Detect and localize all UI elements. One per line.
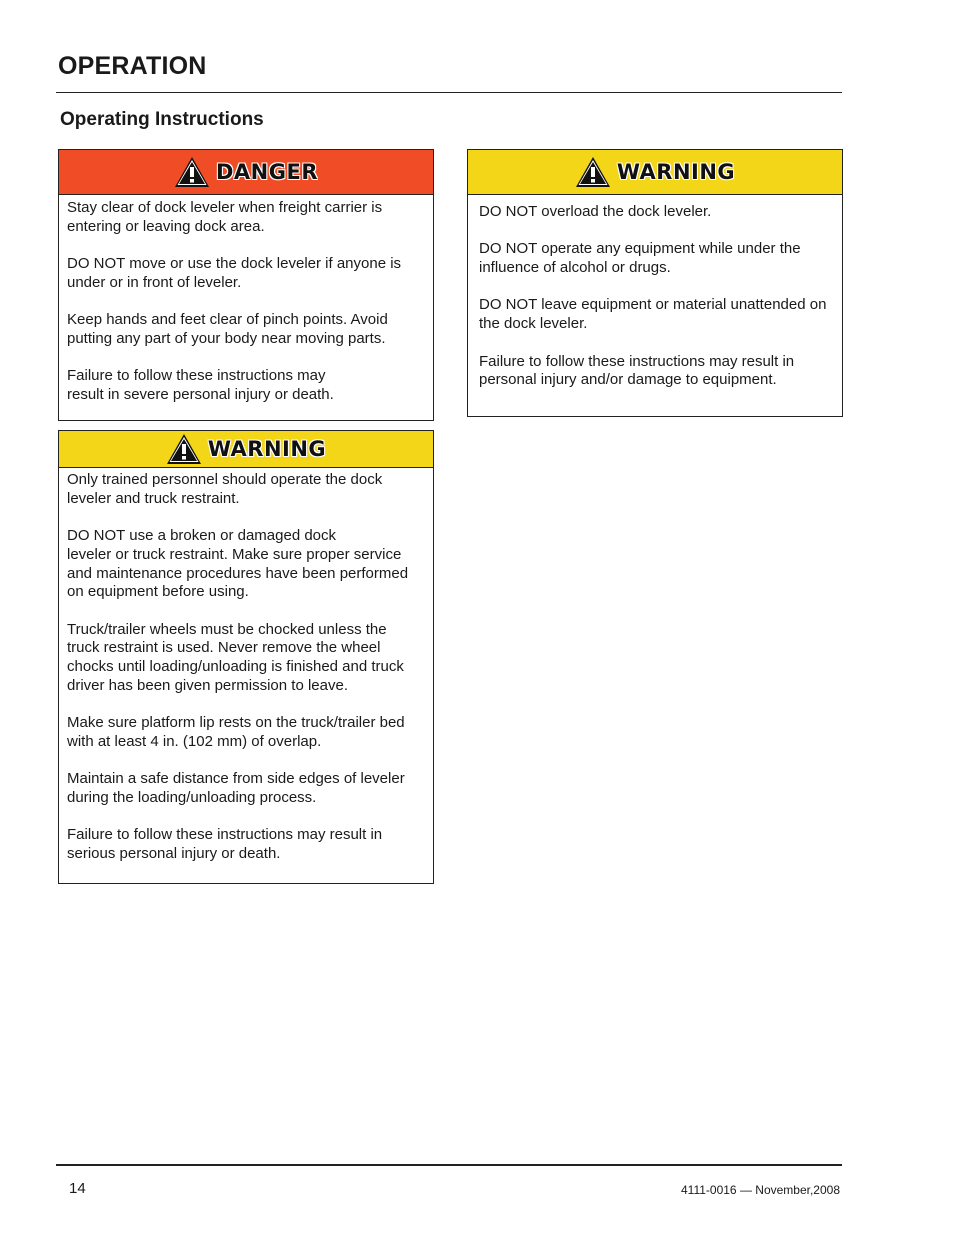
header-rule — [56, 92, 842, 93]
section-title: OPERATION — [58, 52, 207, 80]
warning-box-left — [58, 430, 434, 884]
warning-paragraph: Failure to follow these instructions may result in personal injury and/or damage to equipment. — [479, 352, 795, 389]
danger-paragraph: Stay clear of dock leveler when freight carrier is entering or leaving dock area. — [67, 199, 383, 235]
warning-body-left — [59, 431, 433, 864]
warning-box-right — [467, 149, 843, 417]
danger-paragraph: Keep hands and feet clear of pinch points. Avoid putting any part of your body near moving parts. — [67, 311, 388, 347]
footer-rule — [56, 1164, 842, 1166]
danger-box — [58, 149, 434, 421]
warning-paragraph: DO NOT overload the dock leveler. — [479, 203, 712, 220]
danger-paragraph: DO NOT move or use the dock leveler if anyone is under or in front of leveler. — [67, 255, 402, 291]
warning-body-right — [468, 150, 842, 390]
danger-label: DANGER — [215, 160, 318, 184]
danger-paragraph: Failure to follow these instructions may result in severe personal injury or death. — [67, 367, 334, 403]
subsection-title: Operating Instructions — [60, 109, 264, 130]
warning-paragraph: Only trained personnel should operate the dock leveler and truck restraint. — [67, 471, 383, 507]
danger-body — [59, 150, 433, 405]
warning-paragraph: Maintain a safe distance from side edges of leveler during the loading/unloading process. — [67, 770, 405, 806]
warning-paragraph: DO NOT leave equipment or material unattended on the dock leveler. — [479, 296, 827, 333]
document-reference: 4111-0016 — November,2008 — [681, 1183, 840, 1197]
warning-paragraph: DO NOT operate any equipment while under the influence of alcohol or drugs. — [479, 240, 801, 277]
warning-paragraph: Make sure platform lip rests on the truck/trailer bed with at least 4 in. (102 mm) of overlap. — [67, 714, 405, 750]
warning-label-right: WARNING — [616, 160, 736, 184]
warning-paragraph: Failure to follow these instructions may result in serious personal injury or death. — [67, 826, 383, 862]
warning-label-left: WARNING — [207, 437, 327, 461]
warning-paragraph: Truck/trailer wheels must be chocked unless the truck restraint is used. Never remove the wheel chocks until loading/unloading is finished and truck driver has been given permission to leave. — [67, 620, 404, 694]
warning-paragraph: DO NOT use a broken or damaged dock leveler or truck restraint. Make sure proper service and maintenance procedures have been performed on equipment before using. — [67, 527, 409, 601]
page-number: 14 — [69, 1180, 86, 1197]
